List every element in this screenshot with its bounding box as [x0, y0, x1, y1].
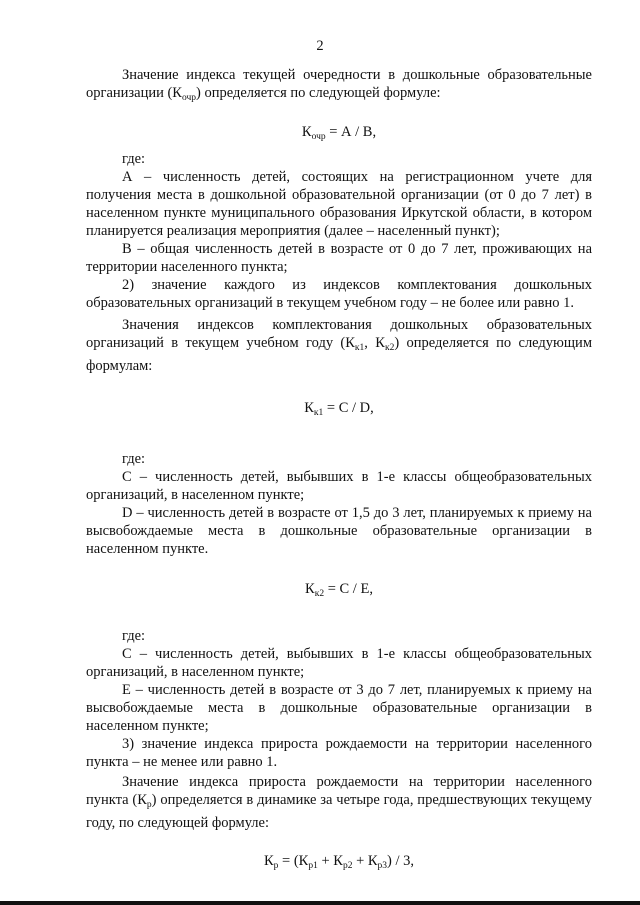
definition-e: Е – численность детей в возрасте от 3 до 7 лет, планируемых к приему на высвобождаемые места в дошкольные образовательные организации в населенном пункте; [86, 682, 592, 734]
scan-edge [0, 901, 640, 905]
text: ) определяется в динамике за четыре года, предшествующих текущему году, по следующей формуле: [86, 792, 592, 831]
text: К [263, 853, 274, 869]
subscript: очр [181, 93, 197, 103]
subscript: р1 [308, 861, 318, 871]
definition-c: С – численность детей, выбывших в 1-е классы общеобразовательных организаций, в населенном пункте; [86, 469, 592, 503]
definition-a: А – численность детей, состоящих на регистрационном учете для получения места в дошкольной образовательной организации (от 0 до 7 лет) в населенном пункте муниципального образования Иркутской области, в котором планируется реализация мероприятия (далее – населенный пункт); [86, 169, 592, 239]
subscript: р [273, 861, 279, 871]
text: + К [317, 853, 343, 869]
text: ) / 3, [387, 853, 415, 869]
subscript: очр [311, 132, 326, 142]
text: ) определяется по следующим формулам: [86, 335, 592, 374]
item-3: 3) значение индекса прироста рождаемости на территории населенного пункта – не менее или равно 1. [86, 736, 592, 770]
text: + К [352, 853, 378, 869]
text: Значение индекса текущей очередности в дошкольные образовательные организации (К [86, 67, 592, 101]
formula-k1 [86, 399, 592, 422]
where-label: где: [122, 628, 146, 644]
subscript: к1 [354, 343, 365, 353]
text: , К [364, 335, 385, 351]
item-2: 2) значение каждого из индексов комплектования дошкольных образовательных организаций в текущем учебном году – не более или равно 1. [86, 277, 592, 311]
formula-ochr [86, 123, 592, 146]
subscript: р [146, 800, 152, 810]
paragraph-ochr-intro [86, 66, 592, 107]
text: = С / D, [323, 400, 374, 416]
text: К [301, 124, 312, 140]
definition-c: С – численность детей, выбывших в 1-е классы общеобразовательных организаций, в населенном пункте; [86, 646, 592, 680]
subscript: р3 [377, 861, 388, 871]
subscript: р2 [342, 861, 353, 871]
subscript: к2 [384, 343, 395, 353]
paragraph-kr-intro [86, 773, 592, 832]
text: = С / Е, [324, 581, 373, 597]
text: ) определяется по следующей формуле: [196, 85, 441, 101]
text: Значение индекса прироста рождаемости на территории населенного пункта (К [86, 774, 592, 808]
formula-kr [86, 852, 592, 875]
text: К [305, 581, 315, 597]
where-label: где: [122, 151, 146, 167]
definition-b: В – общая численность детей в возрасте от 0 до 7 лет, проживающих на территории населенного пункта; [86, 241, 592, 275]
page-number: 2 [316, 38, 324, 54]
subscript: к2 [314, 589, 325, 599]
text: Значения индексов комплектования дошкольных образовательных организаций в текущем учебном году (К [86, 317, 592, 351]
text: = (К [278, 853, 309, 869]
text: К [304, 400, 314, 416]
text: = А / В, [325, 124, 377, 140]
where-label: где: [122, 451, 146, 467]
document-body [86, 66, 592, 875]
subscript: к1 [313, 408, 324, 418]
definition-d: D – численность детей в возрасте от 1,5 до 3 лет, планируемых к приему на высвобождаемые места в дошкольные образовательные организации в населенном пункте. [86, 505, 592, 557]
paragraph-k-intro [86, 316, 592, 375]
formula-k2 [86, 580, 592, 603]
